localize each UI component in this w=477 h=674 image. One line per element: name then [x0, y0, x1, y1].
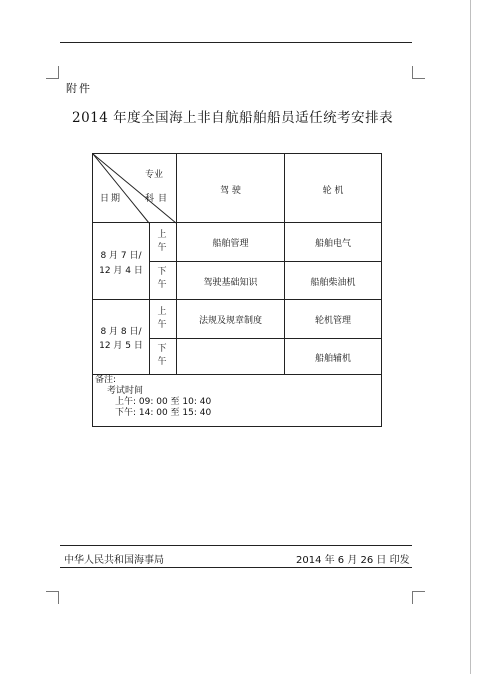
row1-morning-deck-subject: 船舶管理 — [212, 239, 249, 249]
column-header-engine: 轮 机 — [322, 186, 344, 196]
row1-morning-text: 上 午 — [157, 230, 167, 253]
notes-line-morning: 上午: 09: 00 至 10: 40 — [115, 397, 212, 407]
row2-morning-deck-subject: 法规及规章制度 — [198, 316, 262, 326]
crop-mark-bottom-left — [46, 591, 59, 604]
attachment-label: 附件 — [66, 82, 92, 95]
row1-morning-label — [156, 229, 168, 255]
corner-date-label: 日期 — [100, 194, 123, 204]
row2-morning-label — [156, 306, 168, 332]
header-row-divider — [93, 222, 381, 223]
row2-morning-text: 上 午 — [157, 307, 167, 330]
row1-date-line1: 8 月 7 日/ — [100, 251, 142, 261]
row2-morning-engine-subject: 轮机管理 — [314, 316, 351, 326]
row-divider — [93, 299, 381, 300]
corner-major-label: 专业 — [145, 170, 164, 180]
exam-schedule-table — [92, 153, 382, 427]
notes-line-afternoon: 下午: 14: 00 至 15: 40 — [115, 408, 212, 418]
row1-afternoon-label — [156, 266, 168, 292]
crop-mark-top-right — [412, 66, 425, 79]
date-col-divider — [149, 222, 150, 374]
notes-line-exam-time: 考试时间 — [107, 386, 144, 396]
row1-afternoon-text: 下 午 — [157, 267, 167, 290]
notes-heading: 备注: — [95, 375, 117, 385]
document-title: 2014 年度全国海上非自航船舶船员适任统考安排表 — [72, 110, 394, 126]
table-notes — [95, 375, 211, 419]
row2-date-line2: 12 月 5 日 — [99, 341, 143, 351]
row2-afternoon-text: 下 午 — [157, 344, 167, 367]
row1-afternoon-deck-subject: 驾驶基础知识 — [203, 278, 258, 288]
footer-issuer: 中华人民共和国海事局 — [64, 555, 164, 566]
footer-print-date: 2014 年 6 月 26 日 印发 — [296, 555, 410, 566]
row2-afternoon-label — [156, 343, 168, 369]
footer-top-rule — [60, 545, 412, 546]
corner-subject-label: 科目 — [145, 194, 172, 204]
footer-bottom-rule — [60, 567, 412, 568]
column-header-deck: 驾 驶 — [220, 186, 241, 196]
crop-mark-bottom-right — [412, 591, 425, 604]
top-rule — [60, 42, 412, 43]
row1-morning-engine-subject: 船舶电气 — [314, 239, 351, 249]
row2-half-divider — [149, 338, 381, 339]
row2-date-line1: 8 月 8 日/ — [100, 327, 142, 337]
row1-afternoon-engine-subject: 船舶柴油机 — [310, 278, 356, 288]
row1-date-line2: 12 月 4 日 — [99, 266, 143, 276]
row2-afternoon-engine-subject: 船舶辅机 — [314, 354, 351, 364]
crop-mark-top-left — [46, 66, 59, 79]
row1-half-divider — [149, 261, 381, 262]
corner-diagonal-lines — [93, 154, 177, 224]
